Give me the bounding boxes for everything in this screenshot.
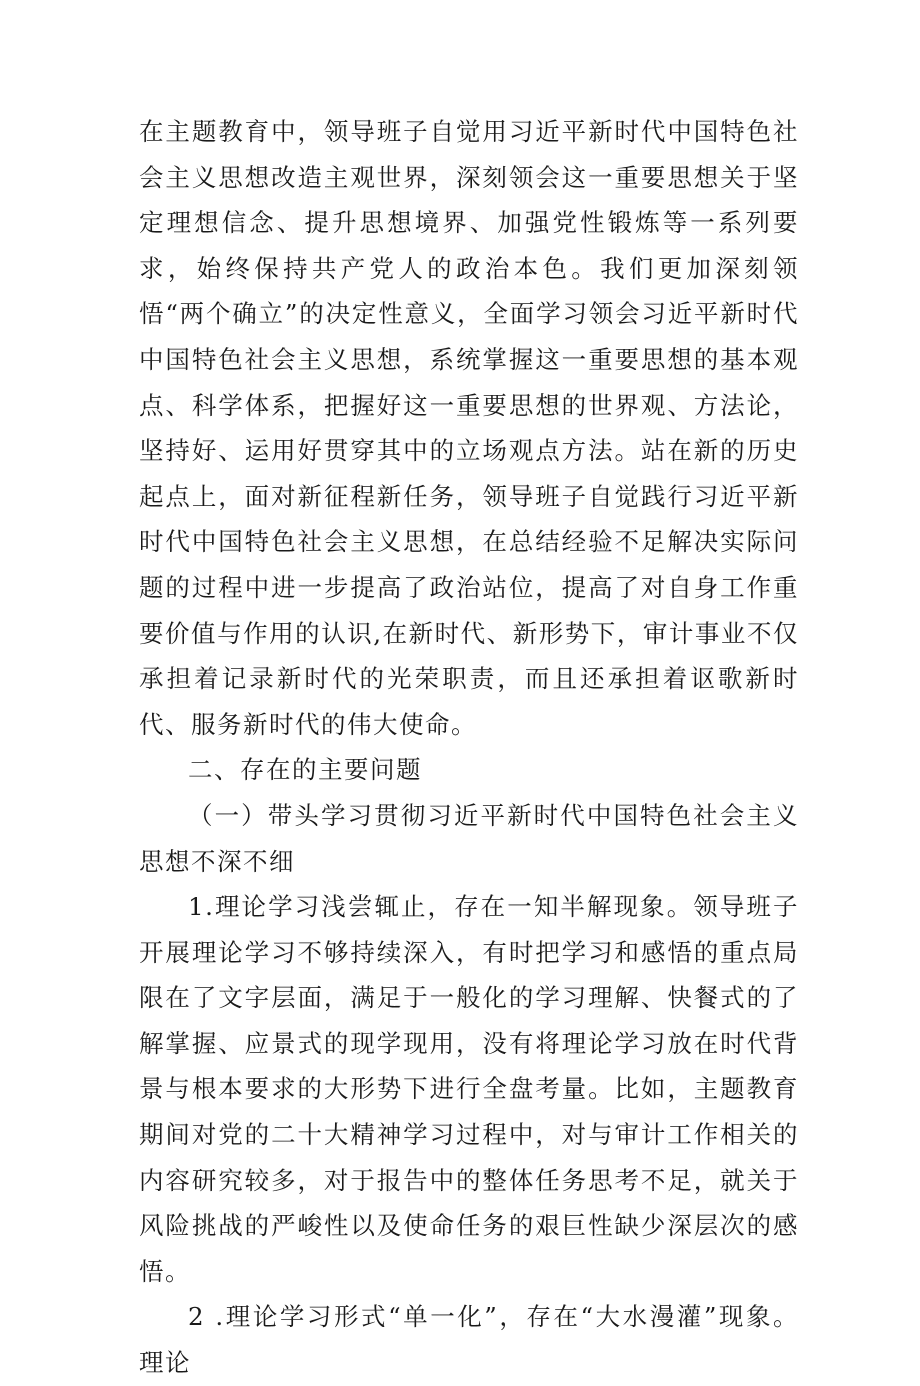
subsection-heading-study-not-deep: （一）带头学习贯彻习近平新时代中国特色社会主义思想不深不细 [139, 800, 799, 876]
document-body [139, 109, 799, 1386]
section-heading-main-problems: 二、存在的主要问题 [188, 755, 422, 785]
paragraph-theme-education: 在主题教育中，领导班子自觉用习近平新时代中国特色社会主义思想改造主观世界，深刻领会这一重要思想关于坚定理想信念、提升思想境界、加强党性锻炼等一系列要求，始终保持共产党人的政治本色。我们更加深刻领悟“两个确立”的决定性意义，全面学习领会习近平新时代中国特色社会主义思想，系统掌握这一重要思想的基本观点、科学体系，把握好这一重要思想的世界观、方法论，坚持好、运用好贯穿其中的立场观点方法。站在新的历史起点上，面对新征程新任务，领导班子自觉践行习近平新时代中国特色社会主义思想，在总结经验不足解决实际问题的过程中进一步提高了政治站位，提高了对自身工作重要价值与作用的认识,在新时代、新形势下，审计事业不仅承担着记录新时代的光荣职责，而且还承担着讴歌新时代、服务新时代的伟大使命。 [139, 117, 799, 739]
paragraph-item-2-study-form: 2 .理论学习形式“单一化”，存在“大水漫灌”现象。理论 [139, 1302, 799, 1378]
paragraph-item-1-theory-study: 1.理论学习浅尝辄止，存在一知半解现象。领导班子开展理论学习不够持续深入，有时把学习和感悟的重点局限在了文字层面，满足于一般化的学习理解、快餐式的了解掌握、应景式的现学现用，没有将理论学习放在时代背景与根本要求的大形势下进行全盘考量。比如，主题教育期间对党的二十大精神学习过程中，对与审计工作相关的内容研究较多，对于报告中的整体任务思考不足，就关于风险挑战的严峻性以及使命任务的艰巨性缺少深层次的感悟。 [139, 892, 799, 1286]
